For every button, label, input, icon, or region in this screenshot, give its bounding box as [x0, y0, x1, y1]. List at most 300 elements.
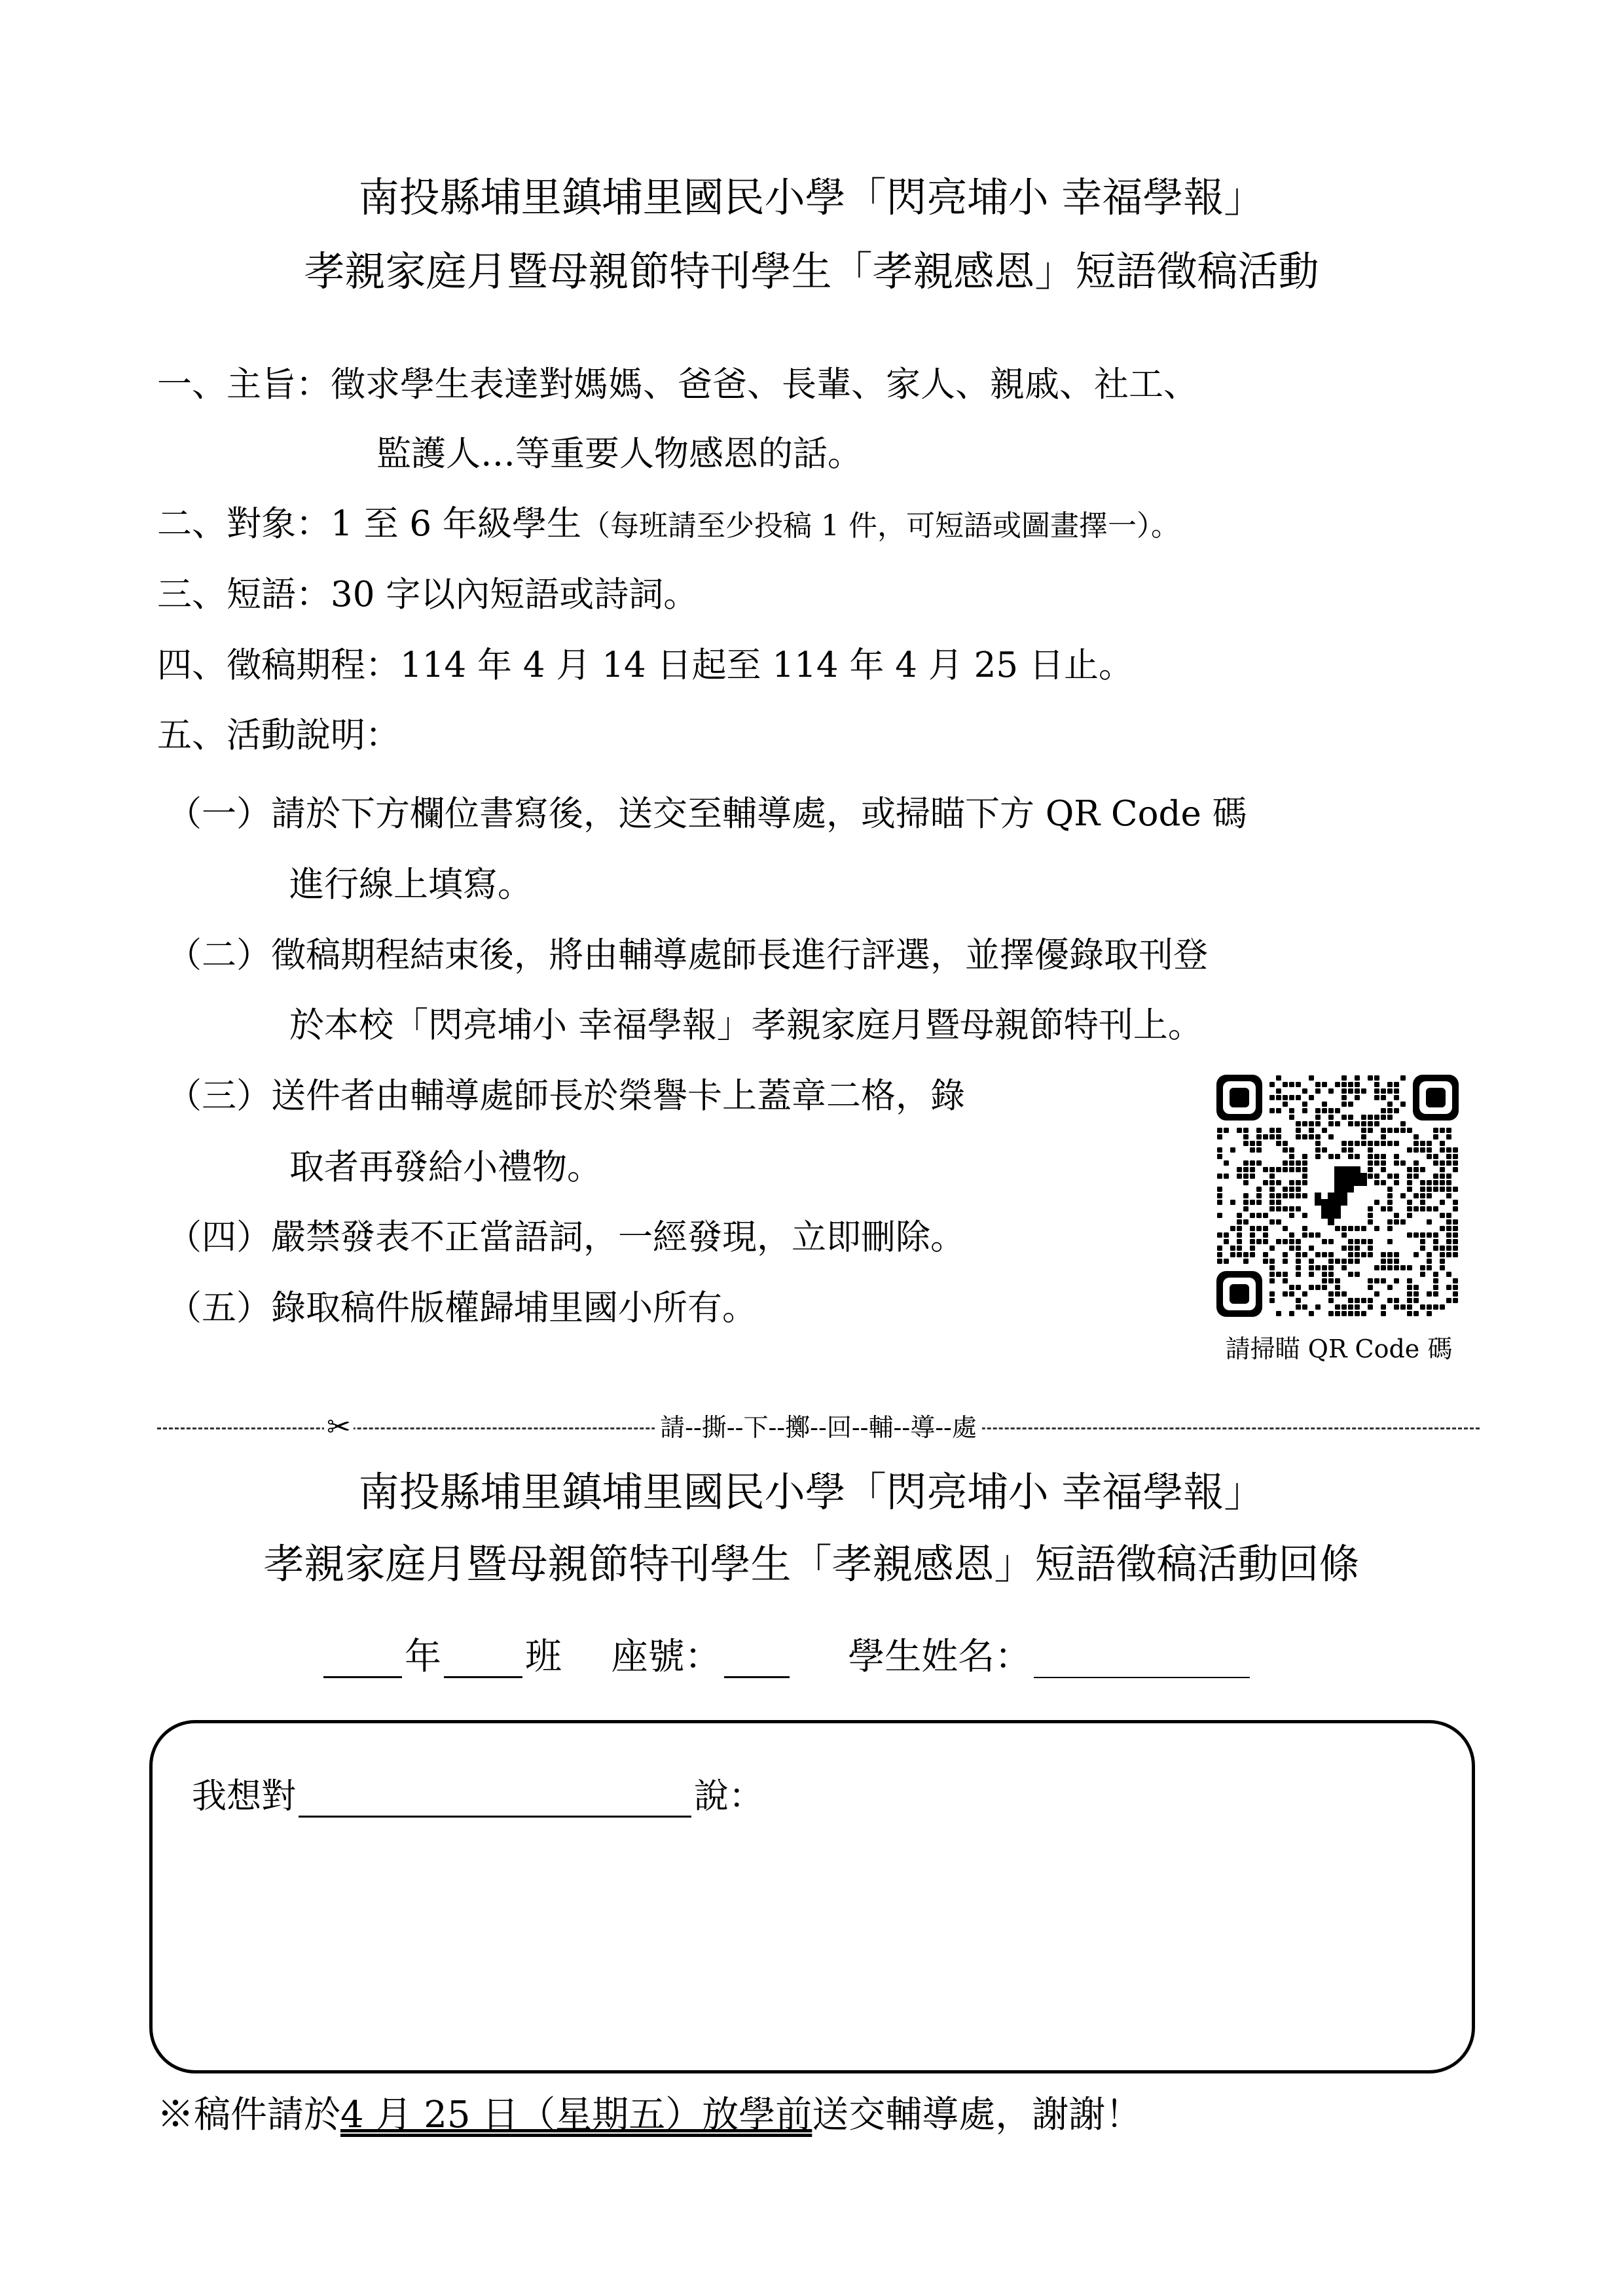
qr-module [1453, 1160, 1458, 1166]
qr-module [1217, 1128, 1222, 1133]
qr-module [1355, 1226, 1360, 1231]
qr-caption: 請掃瞄 QR Code 碼 [1225, 1335, 1453, 1363]
qr-module [1341, 1088, 1347, 1094]
qr-module [1374, 1121, 1379, 1126]
qr-module [1289, 1147, 1294, 1153]
qr-module [1446, 1298, 1451, 1303]
qr-module [1433, 1128, 1438, 1133]
qr-module [1433, 1239, 1438, 1244]
qr-module [1341, 1246, 1347, 1251]
qr-module [1322, 1239, 1327, 1244]
qr-module [1355, 1141, 1360, 1146]
qr-module [1224, 1232, 1229, 1238]
footer-deadline: 4 月 25 日（星期五）放學前 [340, 2094, 812, 2136]
qr-module [1328, 1278, 1334, 1283]
qr-module [1302, 1174, 1307, 1179]
qr-module [1446, 1174, 1451, 1179]
qr-module [1243, 1193, 1249, 1198]
qr-module [1387, 1115, 1393, 1120]
qr-module [1237, 1219, 1242, 1225]
qr-module [1368, 1141, 1373, 1146]
qr-module [1387, 1200, 1393, 1205]
message-prompt [192, 1776, 763, 1818]
qr-module [1296, 1187, 1301, 1192]
qr-module [1250, 1252, 1255, 1257]
qr-module [1368, 1174, 1373, 1179]
qr-module [1237, 1252, 1242, 1257]
qr-module [1269, 1134, 1275, 1139]
qr-module [1243, 1167, 1249, 1172]
qr-module [1289, 1095, 1294, 1100]
qr-module [1328, 1134, 1334, 1139]
qr-module [1407, 1278, 1412, 1283]
qr-module [1420, 1304, 1425, 1310]
qr-module [1368, 1154, 1373, 1159]
qr-module [1283, 1291, 1288, 1297]
qr-module [1230, 1246, 1235, 1251]
message-suffix: 說： [694, 1776, 763, 1816]
qr-module [1269, 1200, 1275, 1205]
qr-module [1296, 1252, 1301, 1257]
qr-module [1407, 1147, 1412, 1153]
qr-module [1224, 1259, 1229, 1264]
target-label: 二、對象： [157, 504, 331, 544]
qr-module [1374, 1226, 1379, 1231]
qr-module [1453, 1167, 1458, 1172]
qr-module [1289, 1311, 1294, 1316]
name-label: 學生姓名： [848, 1636, 1032, 1678]
qr-module [1348, 1298, 1353, 1303]
qr-module [1407, 1304, 1412, 1310]
qr-module [1374, 1154, 1379, 1159]
qr-module [1420, 1232, 1425, 1238]
qr-module [1296, 1121, 1301, 1126]
qr-module [1315, 1121, 1321, 1126]
activity-item-1-cont: 進行線上填寫。 [289, 865, 532, 905]
qr-module [1446, 1187, 1451, 1192]
qr-module [1433, 1174, 1438, 1179]
qr-code[interactable] [1216, 1075, 1459, 1317]
name-field[interactable] [1034, 1644, 1250, 1678]
qr-module [1276, 1206, 1281, 1211]
qr-module [1309, 1265, 1314, 1270]
qr-module [1263, 1252, 1268, 1257]
seat-field[interactable] [724, 1643, 790, 1678]
qr-module [1420, 1180, 1425, 1185]
qr-module [1394, 1082, 1399, 1087]
qr-module [1433, 1160, 1438, 1166]
qr-module [1322, 1147, 1327, 1153]
qr-module [1296, 1206, 1301, 1211]
qr-module [1217, 1246, 1222, 1251]
qr-module [1400, 1219, 1406, 1225]
class-field[interactable] [444, 1643, 522, 1678]
qr-module [1276, 1239, 1281, 1244]
qr-module [1420, 1272, 1425, 1277]
qr-module [1243, 1160, 1249, 1166]
qr-module [1328, 1115, 1334, 1120]
qr-module [1446, 1226, 1451, 1231]
qr-module [1276, 1193, 1281, 1198]
qr-module [1322, 1082, 1327, 1087]
qr-module [1283, 1082, 1288, 1087]
qr-module [1433, 1232, 1438, 1238]
qr-module [1217, 1259, 1222, 1264]
qr-module [1289, 1285, 1294, 1290]
qr-module [1217, 1174, 1222, 1179]
qr-module [1446, 1219, 1451, 1225]
qr-module [1427, 1252, 1432, 1257]
qr-module [1289, 1167, 1294, 1172]
qr-module [1374, 1180, 1379, 1185]
qr-module [1381, 1154, 1386, 1159]
qr-module [1381, 1167, 1386, 1172]
qr-module [1407, 1128, 1412, 1133]
qr-module [1341, 1147, 1347, 1153]
qr-module [1296, 1304, 1301, 1310]
qr-module [1420, 1167, 1425, 1172]
qr-module [1387, 1298, 1393, 1303]
qr-module [1309, 1259, 1314, 1264]
phrase-text: 30 字以內短語或詩詞。 [331, 575, 699, 615]
qr-module [1348, 1088, 1353, 1094]
qr-module [1433, 1272, 1438, 1277]
qr-module [1427, 1232, 1432, 1238]
qr-module [1420, 1206, 1425, 1211]
qr-module [1283, 1278, 1288, 1283]
qr-module [1368, 1147, 1373, 1153]
footer-prefix: ※稿件請於 [157, 2094, 340, 2136]
qr-module [1302, 1160, 1307, 1166]
qr-module [1309, 1311, 1314, 1316]
qr-module [1217, 1154, 1222, 1159]
qr-module [1341, 1141, 1347, 1146]
qr-module [1315, 1147, 1321, 1153]
recipient-field[interactable] [299, 1783, 691, 1818]
qr-module [1440, 1174, 1445, 1179]
qr-module [1341, 1232, 1347, 1238]
qr-module [1348, 1141, 1353, 1146]
activity-item-text: 嚴禁發表不正當語詞，一經發現，立即刪除。 [271, 1217, 965, 1257]
qr-module [1328, 1252, 1334, 1257]
qr-module [1217, 1252, 1222, 1257]
qr-module [1250, 1141, 1255, 1146]
qr-module [1387, 1141, 1393, 1146]
page-title-line2: 孝親家庭月暨母親節特刊學生「孝親感恩」短語徵稿活動 [304, 247, 1319, 295]
qr-module [1361, 1252, 1366, 1257]
qr-module [1446, 1147, 1451, 1153]
qr-module [1296, 1239, 1301, 1244]
qr-module [1374, 1174, 1379, 1179]
qr-module [1427, 1147, 1432, 1153]
qr-module [1322, 1102, 1327, 1107]
qr-module [1361, 1239, 1366, 1244]
qr-module [1269, 1206, 1275, 1211]
qr-module [1427, 1259, 1432, 1264]
qr-module [1374, 1115, 1379, 1120]
qr-module [1276, 1095, 1281, 1100]
qr-module [1302, 1193, 1307, 1198]
qr-module [1263, 1213, 1268, 1218]
qr-module [1283, 1252, 1288, 1257]
qr-module [1302, 1304, 1307, 1310]
qr-module [1374, 1141, 1379, 1146]
qr-module [1302, 1252, 1307, 1257]
qr-module [1250, 1200, 1255, 1205]
qr-module [1374, 1075, 1379, 1081]
qr-module [1381, 1134, 1386, 1139]
qr-module [1407, 1180, 1412, 1185]
activity-item-number: （三） [167, 1076, 271, 1116]
qr-module [1394, 1128, 1399, 1133]
qr-module [1413, 1311, 1419, 1316]
qr-module [1446, 1193, 1451, 1198]
qr-module [1256, 1128, 1262, 1133]
qr-module [1400, 1193, 1406, 1198]
qr-module [1269, 1174, 1275, 1179]
qr-module [1368, 1115, 1373, 1120]
qr-module [1413, 1206, 1419, 1211]
qr-finder-bottom-left [1216, 1271, 1262, 1317]
qr-module [1433, 1278, 1438, 1283]
qr-module [1348, 1272, 1353, 1277]
qr-module [1237, 1128, 1242, 1133]
qr-module [1315, 1265, 1321, 1270]
qr-module [1453, 1200, 1458, 1205]
qr-module [1361, 1311, 1366, 1316]
qr-module [1263, 1239, 1268, 1244]
qr-finder-top-left [1216, 1075, 1262, 1121]
qr-module [1217, 1193, 1222, 1198]
qr-module [1328, 1088, 1334, 1094]
qr-module [1289, 1115, 1294, 1120]
qr-module [1407, 1174, 1412, 1179]
qr-module [1387, 1088, 1393, 1094]
qr-module [1328, 1259, 1334, 1264]
qr-module [1335, 1108, 1340, 1113]
qr-module [1322, 1252, 1327, 1257]
qr-module [1289, 1193, 1294, 1198]
qr-module [1453, 1239, 1458, 1244]
qr-module [1302, 1134, 1307, 1139]
qr-module [1276, 1088, 1281, 1094]
activity-item-4 [167, 1217, 965, 1259]
qr-module [1315, 1304, 1321, 1310]
qr-module [1394, 1304, 1399, 1310]
qr-module [1381, 1088, 1386, 1094]
qr-module [1256, 1200, 1262, 1205]
qr-module [1289, 1206, 1294, 1211]
qr-module [1407, 1285, 1412, 1290]
qr-module [1348, 1226, 1353, 1231]
qr-module [1453, 1147, 1458, 1153]
qr-module [1341, 1311, 1347, 1316]
qr-module [1453, 1154, 1458, 1159]
qr-module [1302, 1088, 1307, 1094]
qr-module [1269, 1095, 1275, 1100]
qr-module [1394, 1259, 1399, 1264]
qr-module [1269, 1291, 1275, 1297]
qr-module [1348, 1121, 1353, 1126]
qr-module [1315, 1108, 1321, 1113]
qr-module [1250, 1246, 1255, 1251]
qr-module [1322, 1128, 1327, 1133]
qr-module [1243, 1259, 1249, 1264]
qr-module [1427, 1141, 1432, 1146]
class-label: 班 [525, 1636, 562, 1678]
qr-module [1427, 1291, 1432, 1297]
qr-module [1387, 1102, 1393, 1107]
qr-module [1302, 1213, 1307, 1218]
cut-line [157, 1411, 1480, 1444]
qr-module [1387, 1285, 1393, 1290]
qr-module [1296, 1246, 1301, 1251]
qr-module [1217, 1232, 1222, 1238]
reply-title-line1: 南投縣埔里鎮埔里國民小學「閃亮埔小 幸福學報」 [358, 1468, 1265, 1516]
grade-field[interactable] [323, 1643, 402, 1678]
qr-module [1446, 1128, 1451, 1133]
qr-module [1394, 1180, 1399, 1185]
qr-module [1269, 1193, 1275, 1198]
qr-module [1355, 1082, 1360, 1087]
qr-module [1381, 1115, 1386, 1120]
qr-module [1440, 1226, 1445, 1231]
qr-module [1381, 1252, 1386, 1257]
activity-item-5 [167, 1287, 757, 1329]
qr-module [1283, 1160, 1288, 1166]
qr-module [1269, 1128, 1275, 1133]
qr-module [1440, 1200, 1445, 1205]
qr-module [1269, 1298, 1275, 1303]
qr-module [1427, 1304, 1432, 1310]
message-box[interactable] [149, 1720, 1475, 2073]
qr-module [1374, 1291, 1379, 1297]
qr-module [1309, 1128, 1314, 1133]
qr-module [1420, 1147, 1425, 1153]
qr-module [1289, 1180, 1294, 1185]
qr-module [1243, 1174, 1249, 1179]
qr-module [1440, 1265, 1445, 1270]
qr-module [1420, 1265, 1425, 1270]
qr-module [1387, 1082, 1393, 1087]
period-line [157, 645, 1133, 687]
qr-module [1394, 1160, 1399, 1166]
qr-module [1361, 1121, 1366, 1126]
purpose-line1 [157, 364, 1198, 406]
purpose-line2: 監護人…等重要人物感恩的話。 [376, 434, 862, 474]
qr-module [1446, 1285, 1451, 1290]
qr-module [1453, 1252, 1458, 1257]
qr-module [1309, 1095, 1314, 1100]
qr-module [1381, 1160, 1386, 1166]
qr-module [1413, 1141, 1419, 1146]
qr-module [1440, 1167, 1445, 1172]
qr-module [1407, 1265, 1412, 1270]
qr-module [1217, 1213, 1222, 1218]
qr-module [1368, 1304, 1373, 1310]
qr-module [1433, 1285, 1438, 1290]
qr-module [1361, 1088, 1366, 1094]
qr-module [1440, 1246, 1445, 1251]
activity-label: 五、活動說明： [157, 715, 400, 755]
qr-module [1276, 1141, 1281, 1146]
qr-module [1368, 1246, 1373, 1251]
qr-module [1400, 1121, 1406, 1126]
qr-module [1243, 1128, 1249, 1133]
qr-module [1407, 1291, 1412, 1297]
qr-module [1446, 1272, 1451, 1277]
qr-module [1250, 1226, 1255, 1231]
qr-module [1387, 1128, 1393, 1133]
qr-module [1413, 1193, 1419, 1198]
activity-item-1 [167, 793, 1247, 835]
qr-module [1387, 1193, 1393, 1198]
qr-module [1250, 1239, 1255, 1244]
qr-module [1381, 1206, 1386, 1211]
purpose-text: 徵求學生表達對媽媽、爸爸、長輩、家人、親戚、社工、 [331, 365, 1198, 404]
qr-module [1230, 1147, 1235, 1153]
qr-module [1341, 1265, 1347, 1270]
qr-module [1413, 1167, 1419, 1172]
qr-module [1217, 1187, 1222, 1192]
qr-module [1263, 1232, 1268, 1238]
qr-module [1250, 1160, 1255, 1166]
qr-module [1400, 1075, 1406, 1081]
qr-module [1289, 1154, 1294, 1159]
qr-module [1224, 1160, 1229, 1166]
qr-module [1374, 1082, 1379, 1087]
qr-module [1263, 1259, 1268, 1264]
qr-module [1381, 1180, 1386, 1185]
qr-module [1276, 1311, 1281, 1316]
qr-module [1289, 1239, 1294, 1244]
qr-module [1263, 1167, 1268, 1172]
qr-module [1335, 1304, 1340, 1310]
qr-module [1348, 1304, 1353, 1310]
qr-module [1394, 1298, 1399, 1303]
qr-module [1302, 1121, 1307, 1126]
qr-module [1420, 1187, 1425, 1192]
activity-item-3 [167, 1075, 965, 1117]
qr-module [1348, 1259, 1353, 1264]
qr-module [1374, 1200, 1379, 1205]
qr-module [1413, 1285, 1419, 1290]
qr-module [1413, 1291, 1419, 1297]
qr-module [1433, 1304, 1438, 1310]
qr-module [1335, 1226, 1340, 1231]
qr-module [1446, 1154, 1451, 1159]
qr-module [1256, 1141, 1262, 1146]
phrase-label: 三、短語： [157, 575, 331, 615]
qr-module [1374, 1095, 1379, 1100]
qr-module [1381, 1265, 1386, 1270]
qr-module [1296, 1285, 1301, 1290]
qr-module [1276, 1128, 1281, 1133]
qr-module [1315, 1088, 1321, 1094]
activity-item-text: 請於下方欄位書寫後，送交至輔導處，或掃瞄下方 QR Code 碼 [271, 794, 1247, 834]
qr-module [1453, 1219, 1458, 1225]
qr-module [1381, 1311, 1386, 1316]
qr-module [1296, 1095, 1301, 1100]
qr-module [1322, 1265, 1327, 1270]
qr-module [1394, 1213, 1399, 1218]
qr-module [1296, 1272, 1301, 1277]
qr-module [1296, 1160, 1301, 1166]
qr-module [1269, 1259, 1275, 1264]
qr-module [1269, 1219, 1275, 1225]
qr-module [1446, 1160, 1451, 1166]
qr-module [1328, 1239, 1334, 1244]
